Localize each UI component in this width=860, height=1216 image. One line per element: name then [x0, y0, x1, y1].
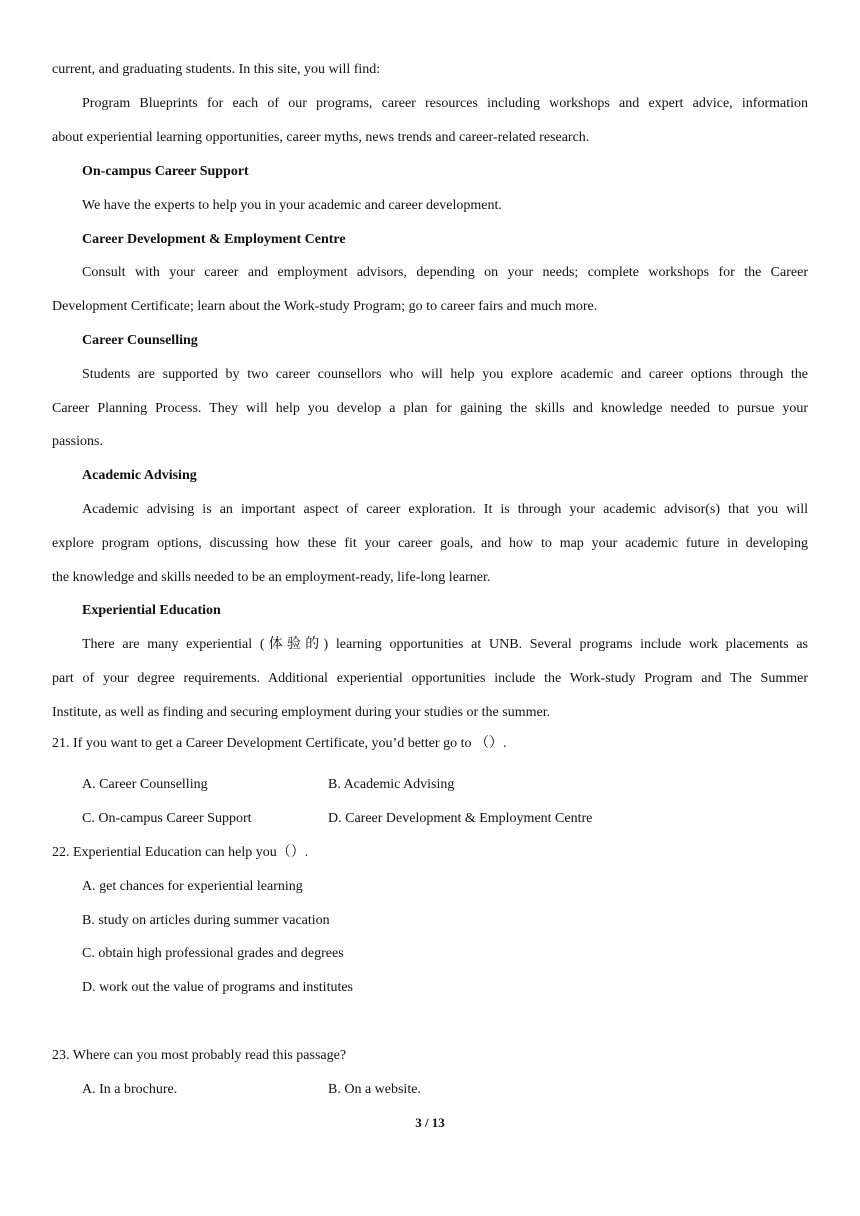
answer-option: D. work out the value of programs and institutes	[82, 980, 354, 995]
answer-option: D. Career Development & Employment Centre	[328, 811, 593, 826]
section-text-line: Development Certificate; learn about the Work-study Program; go to career fairs and much more.	[52, 299, 598, 314]
answer-option: A. Career Counselling	[82, 777, 208, 792]
question-stem: 21. If you want to get a Career Development Certificate, you’d better go to （）.	[52, 736, 507, 751]
section-text-line: explore program options, discussing how these fit your career goals, and how to map your academic future in developing	[52, 536, 808, 551]
section-text-line: the knowledge and skills needed to be an employment-ready, life-long learner.	[52, 570, 491, 585]
question-stem: 23. Where can you most probably read this passage?	[52, 1048, 347, 1063]
section-text-line: Career Planning Process. They will help you develop a plan for gaining the skills and knowledge needed to pursue your	[52, 401, 808, 416]
section-text-line: Institute, as well as finding and securing employment during your studies or the summer.	[52, 705, 551, 720]
intro-paragraph-line-2: about experiential learning opportunities, career myths, news trends and career-related research.	[52, 130, 590, 145]
intro-paragraph-line-1: Program Blueprints for each of our programs, career resources including workshops and expert advice, information	[82, 96, 808, 111]
intro-tail: current, and graduating students. In this site, you will find:	[52, 62, 381, 77]
section-heading: Academic Advising	[82, 468, 197, 483]
answer-option: A. get chances for experiential learning	[82, 879, 303, 894]
section-heading: On-campus Career Support	[82, 164, 249, 179]
answer-option: A. In a brochure.	[82, 1082, 178, 1097]
answer-option: B. On a website.	[328, 1082, 421, 1097]
question-stem: 22. Experiential Education can help you（）.	[52, 845, 309, 860]
section-text-line: passions.	[52, 434, 103, 449]
section-text-line: Students are supported by two career counsellors who will help you explore academic and career options through the	[82, 367, 808, 382]
section-heading: Career Counselling	[82, 333, 198, 348]
answer-option: B. Academic Advising	[328, 777, 455, 792]
page-number: 3 / 13	[415, 1115, 445, 1130]
section-text-line: There are many experiential (体验的) learning opportunities at UNB. Several programs include work placements as	[82, 637, 808, 652]
section-text-line: Consult with your career and employment advisors, depending on your needs; complete workshops for the Career	[82, 265, 808, 280]
section-heading: Experiential Education	[82, 603, 221, 618]
section-text-line: part of your degree requirements. Additional experiential opportunities include the Work-study Program and The Summer	[52, 671, 808, 686]
answer-option: C. On-campus Career Support	[82, 811, 252, 826]
answer-option: C. obtain high professional grades and degrees	[82, 946, 344, 961]
section-text-line: We have the experts to help you in your academic and career development.	[82, 198, 502, 213]
section-heading: Career Development & Employment Centre	[82, 232, 346, 247]
answer-option: B. study on articles during summer vacation	[82, 913, 330, 928]
section-text-line: Academic advising is an important aspect of career exploration. It is through your academic advisor(s) that you will	[82, 502, 808, 517]
